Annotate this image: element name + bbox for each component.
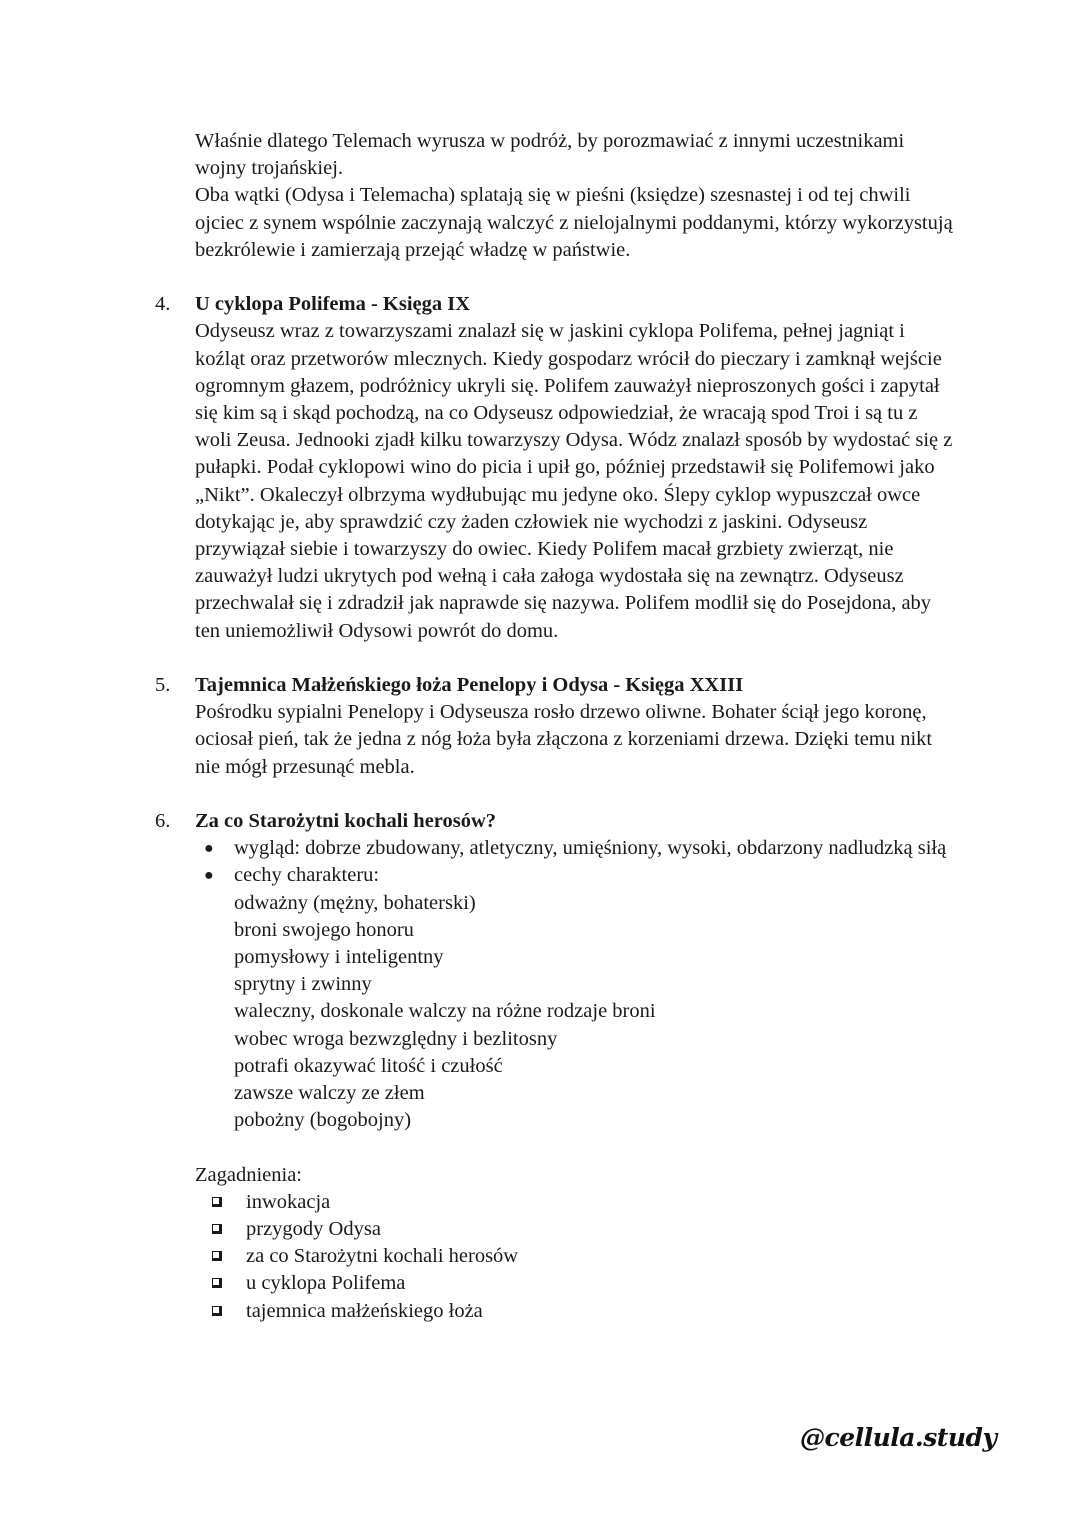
hero-bullet-list [195,835,955,889]
trait-item: waleczny, doskonale walczy na różne rodzaje broni [234,1000,656,1023]
section-heading: Za co Starożytni kochali herosów? [195,810,497,833]
section-5 [155,672,955,781]
checkbox-icon[interactable] [212,1224,222,1234]
trait-item: zawsze walczy ze złem [234,1082,425,1105]
checklist-item[interactable]: za co Starożytni kochali herosów [246,1243,955,1270]
checkbox-icon[interactable] [212,1306,222,1316]
checklist-item[interactable]: przygody Odysa [246,1216,955,1243]
checkbox-icon[interactable] [212,1251,222,1261]
section-4 [155,291,955,645]
topics-checklist [195,1189,955,1325]
intro-paragraph-1: Właśnie dlatego Telemach wyrusza w podróż, by porozmawiać z innymi uczestnikami wojny trojańskiej. [195,130,905,180]
section-number: 6. [155,810,171,833]
bullet-item: ● cechy charakteru: [234,862,955,889]
bullet-item: ● wygląd: dobrze zbudowany, atletyczny, umięśniony, wysoki, obdarzony nadludzką siłą [234,835,955,862]
section-body: Pośrodku sypialni Penelopy i Odyseusza rosło drzewo oliwne. Bohater ściął jego koronę, ociosał pień, tak że jedna z nóg łoża była złączona z korzeniami drzewa. Dzięki temu nikt nie mógł przesunąć mebla. [195,701,933,778]
trait-item: potrafi okazywać litość i czułość [234,1054,503,1077]
section-6 [155,808,955,1134]
checklist-item[interactable]: u cyklopa Polifema [246,1270,955,1297]
bullet-icon: ● [204,840,214,858]
trait-item: pobożny (bogobojny) [234,1109,412,1132]
checkbox-icon[interactable] [212,1278,222,1288]
section-heading: U cyklopa Polifema - Księga IX [195,293,471,316]
section-heading: Tajemnica Małżeńskiego łoża Penelopy i Odysa - Księga XXIII [195,674,744,697]
traits-list [195,890,955,1135]
topics-label: Zagadnienia: [195,1163,303,1186]
section-body: Odyseusz wraz z towarzyszami znalazł się w jaskini cyklopa Polifema, pełnej jagniąt i koźląt oraz przetworów mlecznych. Kiedy gospodarz wrócił do pieczary i zamknął wejście ogromnym głazem, podróżnicy ukryli się. Polifem zauważył nieproszonych gości i zapytał się kim są i skąd pochodzą, na co Odyseusz odpowiedział, że wracają spod Troi i są tu z woli Zeusa. Jednooki zjadł kilku towarzyszy Odysa. Wódz znalazł sposób by wydostać się z pułapki. Podał cyklopowi wino do picia i upił go, później przedstawił się Polifemowi jako „Nikt”. Okaleczył olbrzyma wydłubując mu jedyne oko. Ślepy cyklop wypuszczał owce dotykając je, aby sprawdzić czy żaden człowiek nie wychodzi z jaskini. Odyseusz przywiązał siebie i towarzyszy do owiec. Kiedy Polifem macał grzbiety zwierząt, nie zauważył ludzi ukrytych pod wełną i cała załoga wydostała się na zewnątrz. Odyseusz przechwalał się i zdradził jak naprawde się nazywa. Polifem modlił się do Posejdona, aby ten uniemożliwił Odysowi powrót do domu. [195,320,953,642]
checklist-item[interactable]: tajemnica małżeńskiego łoża [246,1298,955,1325]
trait-item: wobec wroga bezwzględny i bezlitosny [234,1027,558,1050]
trait-item: pomysłowy i inteligentny [234,946,444,969]
topics-section [195,1162,955,1325]
trait-item: broni swojego honoru [234,918,414,941]
section-number: 5. [155,674,171,697]
checklist-item[interactable]: inwokacja [246,1189,955,1216]
intro-paragraph-2: Oba wątki (Odysa i Telemacha) splatają się w pieśni (księdze) szesnastej i od tej chwili ojciec z synem wspólnie zaczynają walczyć z nielojalnymi poddanymi, którzy wykorzystują bezkrólewie i zamierzają przejąć władzę w państwie. [195,184,953,261]
section-number: 4. [155,293,171,316]
bullet-icon: ● [204,867,214,885]
author-signature: @cellula.study [800,1423,997,1452]
document-page [155,128,955,1325]
trait-item: sprytny i zwinny [234,973,372,996]
checkbox-icon[interactable] [212,1197,222,1207]
trait-item: odważny (mężny, bohaterski) [234,891,476,914]
